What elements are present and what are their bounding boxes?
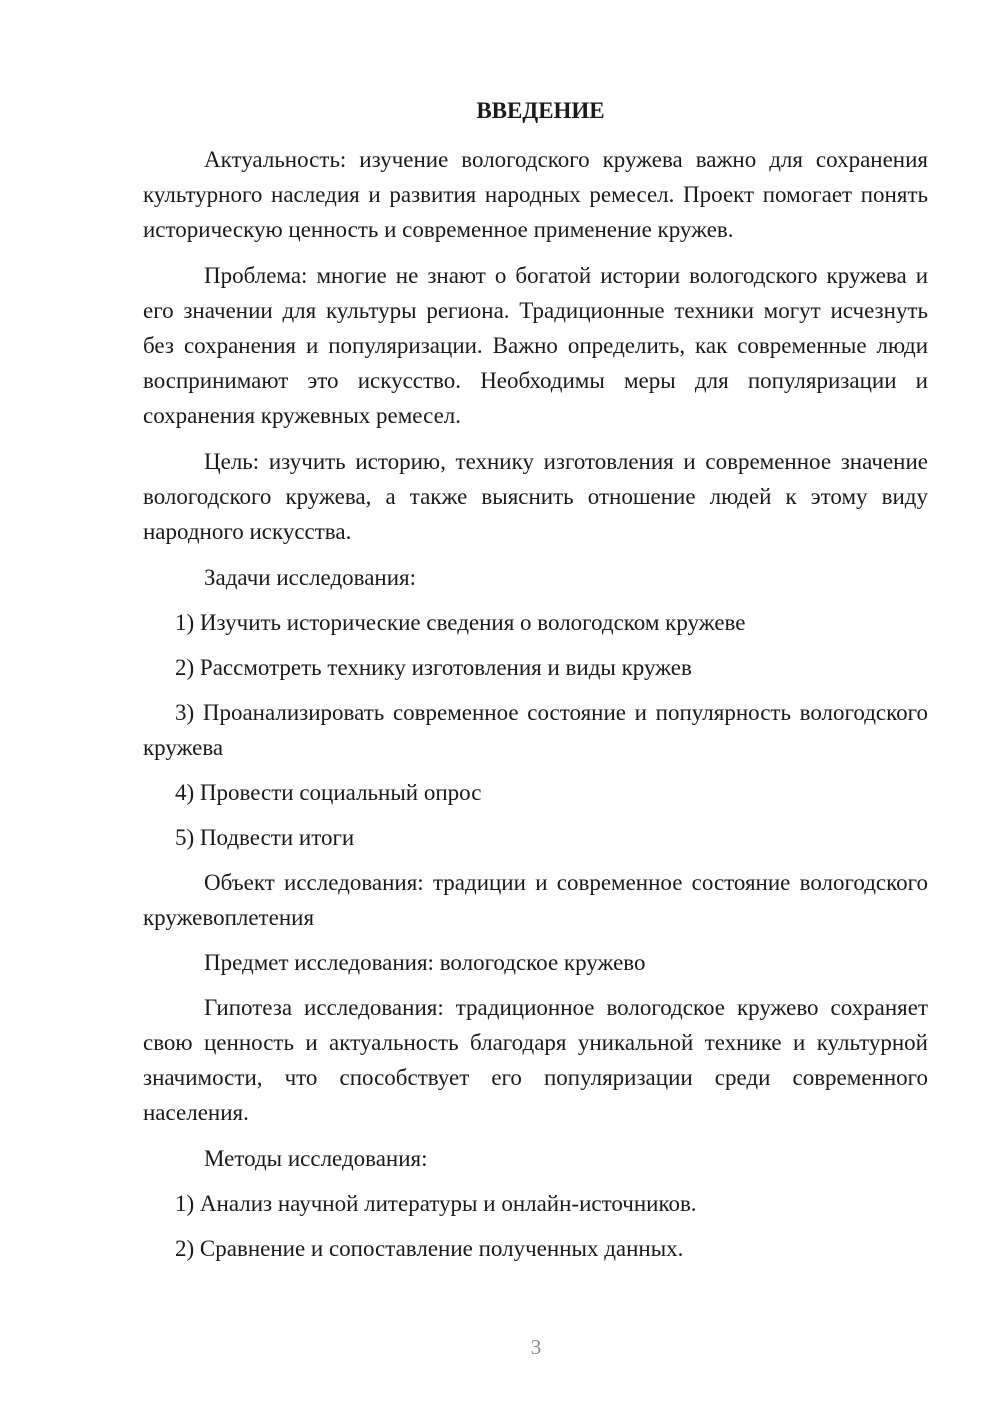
task-item: 1) Изучить исторические сведения о вологодском кружеве — [175, 610, 746, 635]
goal-paragraph: Цель: изучить историю, технику изготовления и современное значение вологодского кружева, а также выяснить отношение людей к этому виду народного искусства. — [143, 449, 928, 544]
relevance-paragraph: Актуальность: изучение вологодского кружева важно для сохранения культурного наследия и развития народных ремесел. Проект помогает понять историческую ценность и современное применение кружев. — [143, 147, 928, 242]
task-item: 5) Подвести итоги — [175, 825, 355, 850]
methods-title: Методы исследования: — [204, 1146, 428, 1171]
method-item: 1) Анализ научной литературы и онлайн-источников. — [175, 1191, 697, 1216]
method-item: 2) Сравнение и сопоставление полученных данных. — [175, 1236, 684, 1261]
problem-paragraph: Проблема: многие не знают о богатой истории вологодского кружева и его значении для культуры региона. Традиционные техники могут исчезнуть без сохранения и популяризации. Важно определить, как современные люди воспринимают это искусство. Необходимы меры для популяризации и сохранения кружевных ремесел. — [143, 263, 928, 428]
task-item: 3) Проанализировать современное состояние и популярность вологодского кружева — [143, 700, 928, 760]
tasks-title: Задачи исследования: — [204, 565, 417, 590]
task-item: 4) Провести социальный опрос — [175, 780, 482, 805]
page-title: ВВЕДЕНИЕ — [476, 98, 605, 123]
hypothesis-paragraph: Гипотеза исследования: традиционное вологодское кружево сохраняет свою ценность и актуальность благодаря уникальной технике и культурной значимости, что способствует его популяризации среди современного населения. — [143, 995, 928, 1125]
subject-paragraph: Предмет исследования: вологодское кружево — [204, 950, 646, 975]
task-item: 2) Рассмотреть технику изготовления и виды кружев — [175, 655, 692, 680]
page-content — [143, 94, 928, 1266]
page-number: 3 — [530, 1335, 542, 1359]
object-paragraph: Объект исследования: традиции и современное состояние вологодского кружевоплетения — [143, 870, 928, 930]
